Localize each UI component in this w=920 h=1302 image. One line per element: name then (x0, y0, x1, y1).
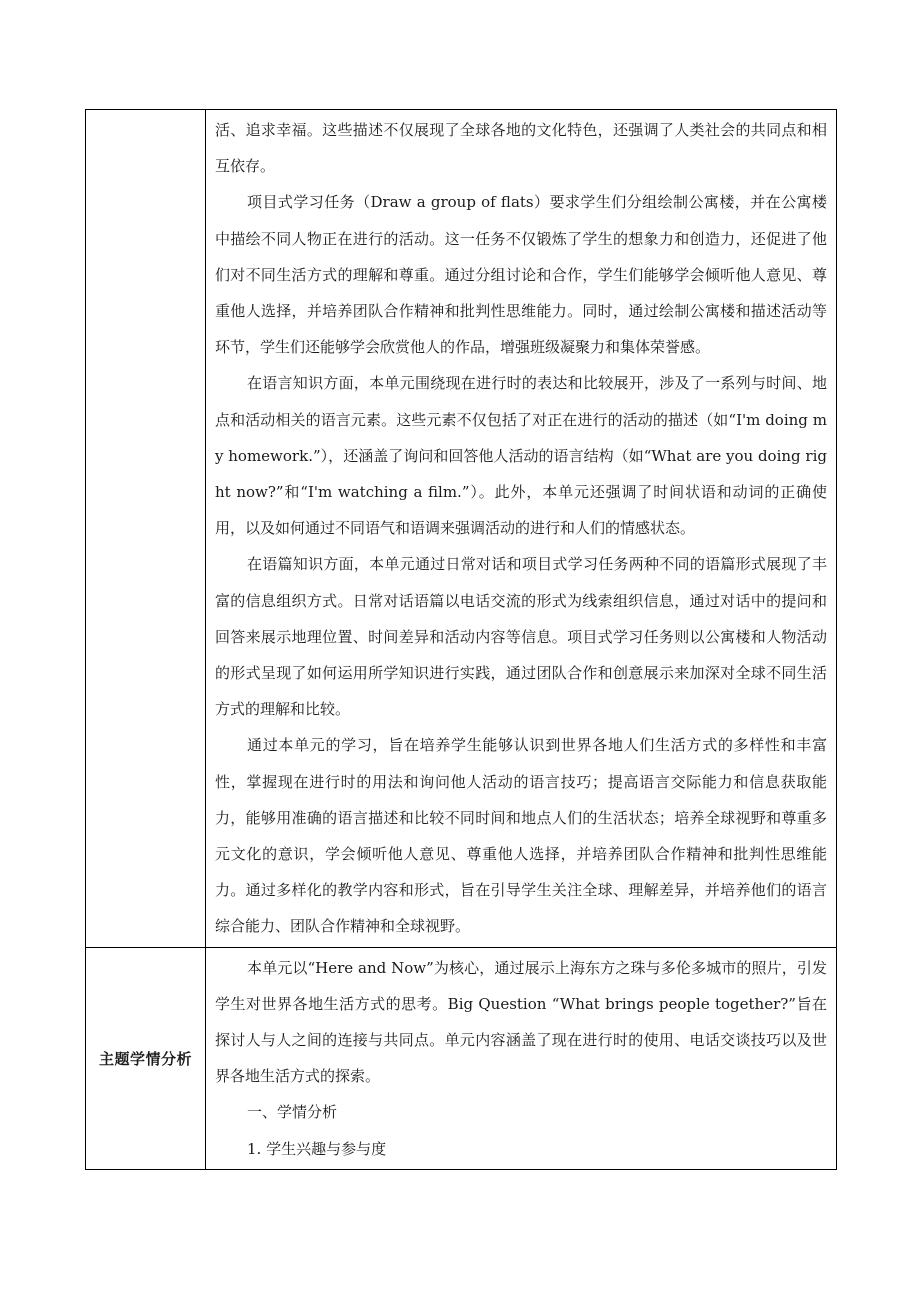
table-row (86, 947, 837, 1169)
row-content-cell (206, 110, 837, 948)
table-row (86, 110, 837, 948)
paragraph: 本单元以“Here and Now”为核心，通过展示上海东方之珠与多伦多城市的照片，引发学生对世界各地生活方式的思考。Big Question “What brings people together?”旨在探讨人与人之间的连接与共同点。单元内容涵盖了现在进行时的使用、电话交谈技巧以及世界各地生活方式的探索。 (215, 958, 827, 1086)
lesson-plan-table (85, 109, 837, 1170)
paragraph: 活、追求幸福。这些描述不仅展现了全球各地的文化特色，还强调了人类社会的共同点和相互依存。 (215, 121, 827, 176)
row-label-cell (86, 110, 206, 948)
row-label: 主题学情分析 (98, 1049, 192, 1068)
row-content-cell (206, 947, 837, 1169)
subsection-heading: 1. 学生兴趣与参与度 (247, 1139, 387, 1158)
paragraph: 项目式学习任务（Draw a group of flats）要求学生们分组绘制公寓楼，并在公寓楼中描绘不同人物正在进行的活动。这一任务不仅锻炼了学生的想象力和创造力，还促进了他们对不同生活方式的理解和尊重。通过分组讨论和合作，学生们能够学会倾听他人意见、尊重他人选择，并培养团队合作精神和批判性思维能力。同时，通过绘制公寓楼和描述活动等环节，学生们还能够学会欣赏他人的作品，增强班级凝聚力和集体荣誉感。 (215, 193, 827, 357)
paragraph: 在语篇知识方面，本单元通过日常对话和项目式学习任务两种不同的语篇形式展现了丰富的信息组织方式。日常对话语篇以电话交流的形式为线索组织信息，通过对话中的提问和回答来展示地理位置、时间差异和活动内容等信息。项目式学习任务则以公寓楼和人物活动的形式呈现了如何运用所学知识进行实践，通过团队合作和创意展示来加深对全球不同生活方式的理解和比较。 (215, 555, 827, 719)
paragraph: 通过本单元的学习，旨在培养学生能够认识到世界各地人们生活方式的多样性和丰富性，掌握现在进行时的用法和询问他人活动的语言技巧；提高语言交际能力和信息获取能力，能够用准确的语言描述和比较不同时间和地点人们的生活状态；培养全球视野和尊重多元文化的意识，学会倾听他人意见、尊重他人选择，并培养团队合作精神和批判性思维能力。通过多样化的教学内容和形式，旨在引导学生关注全球、理解差异，并培养他们的语言综合能力、团队合作精神和全球视野。 (215, 736, 827, 936)
section-heading: 一、学情分析 (247, 1103, 338, 1122)
paragraph: 在语言知识方面，本单元围绕现在进行时的表达和比较展开，涉及了一系列与时间、地点和活动相关的语言元素。这些元素不仅包括了对正在进行的活动的描述（如“I'm doing my homework.”），还涵盖了询问和回答他人活动的语言结构（如“What are you doing right now?”和“I'm watching a film.”）。此外，本单元还强调了时间状语和动词的正确使用，以及如何通过不同语气和语调来强调活动的进行和人们的情感状态。 (215, 374, 827, 538)
row-label-cell (86, 947, 206, 1169)
